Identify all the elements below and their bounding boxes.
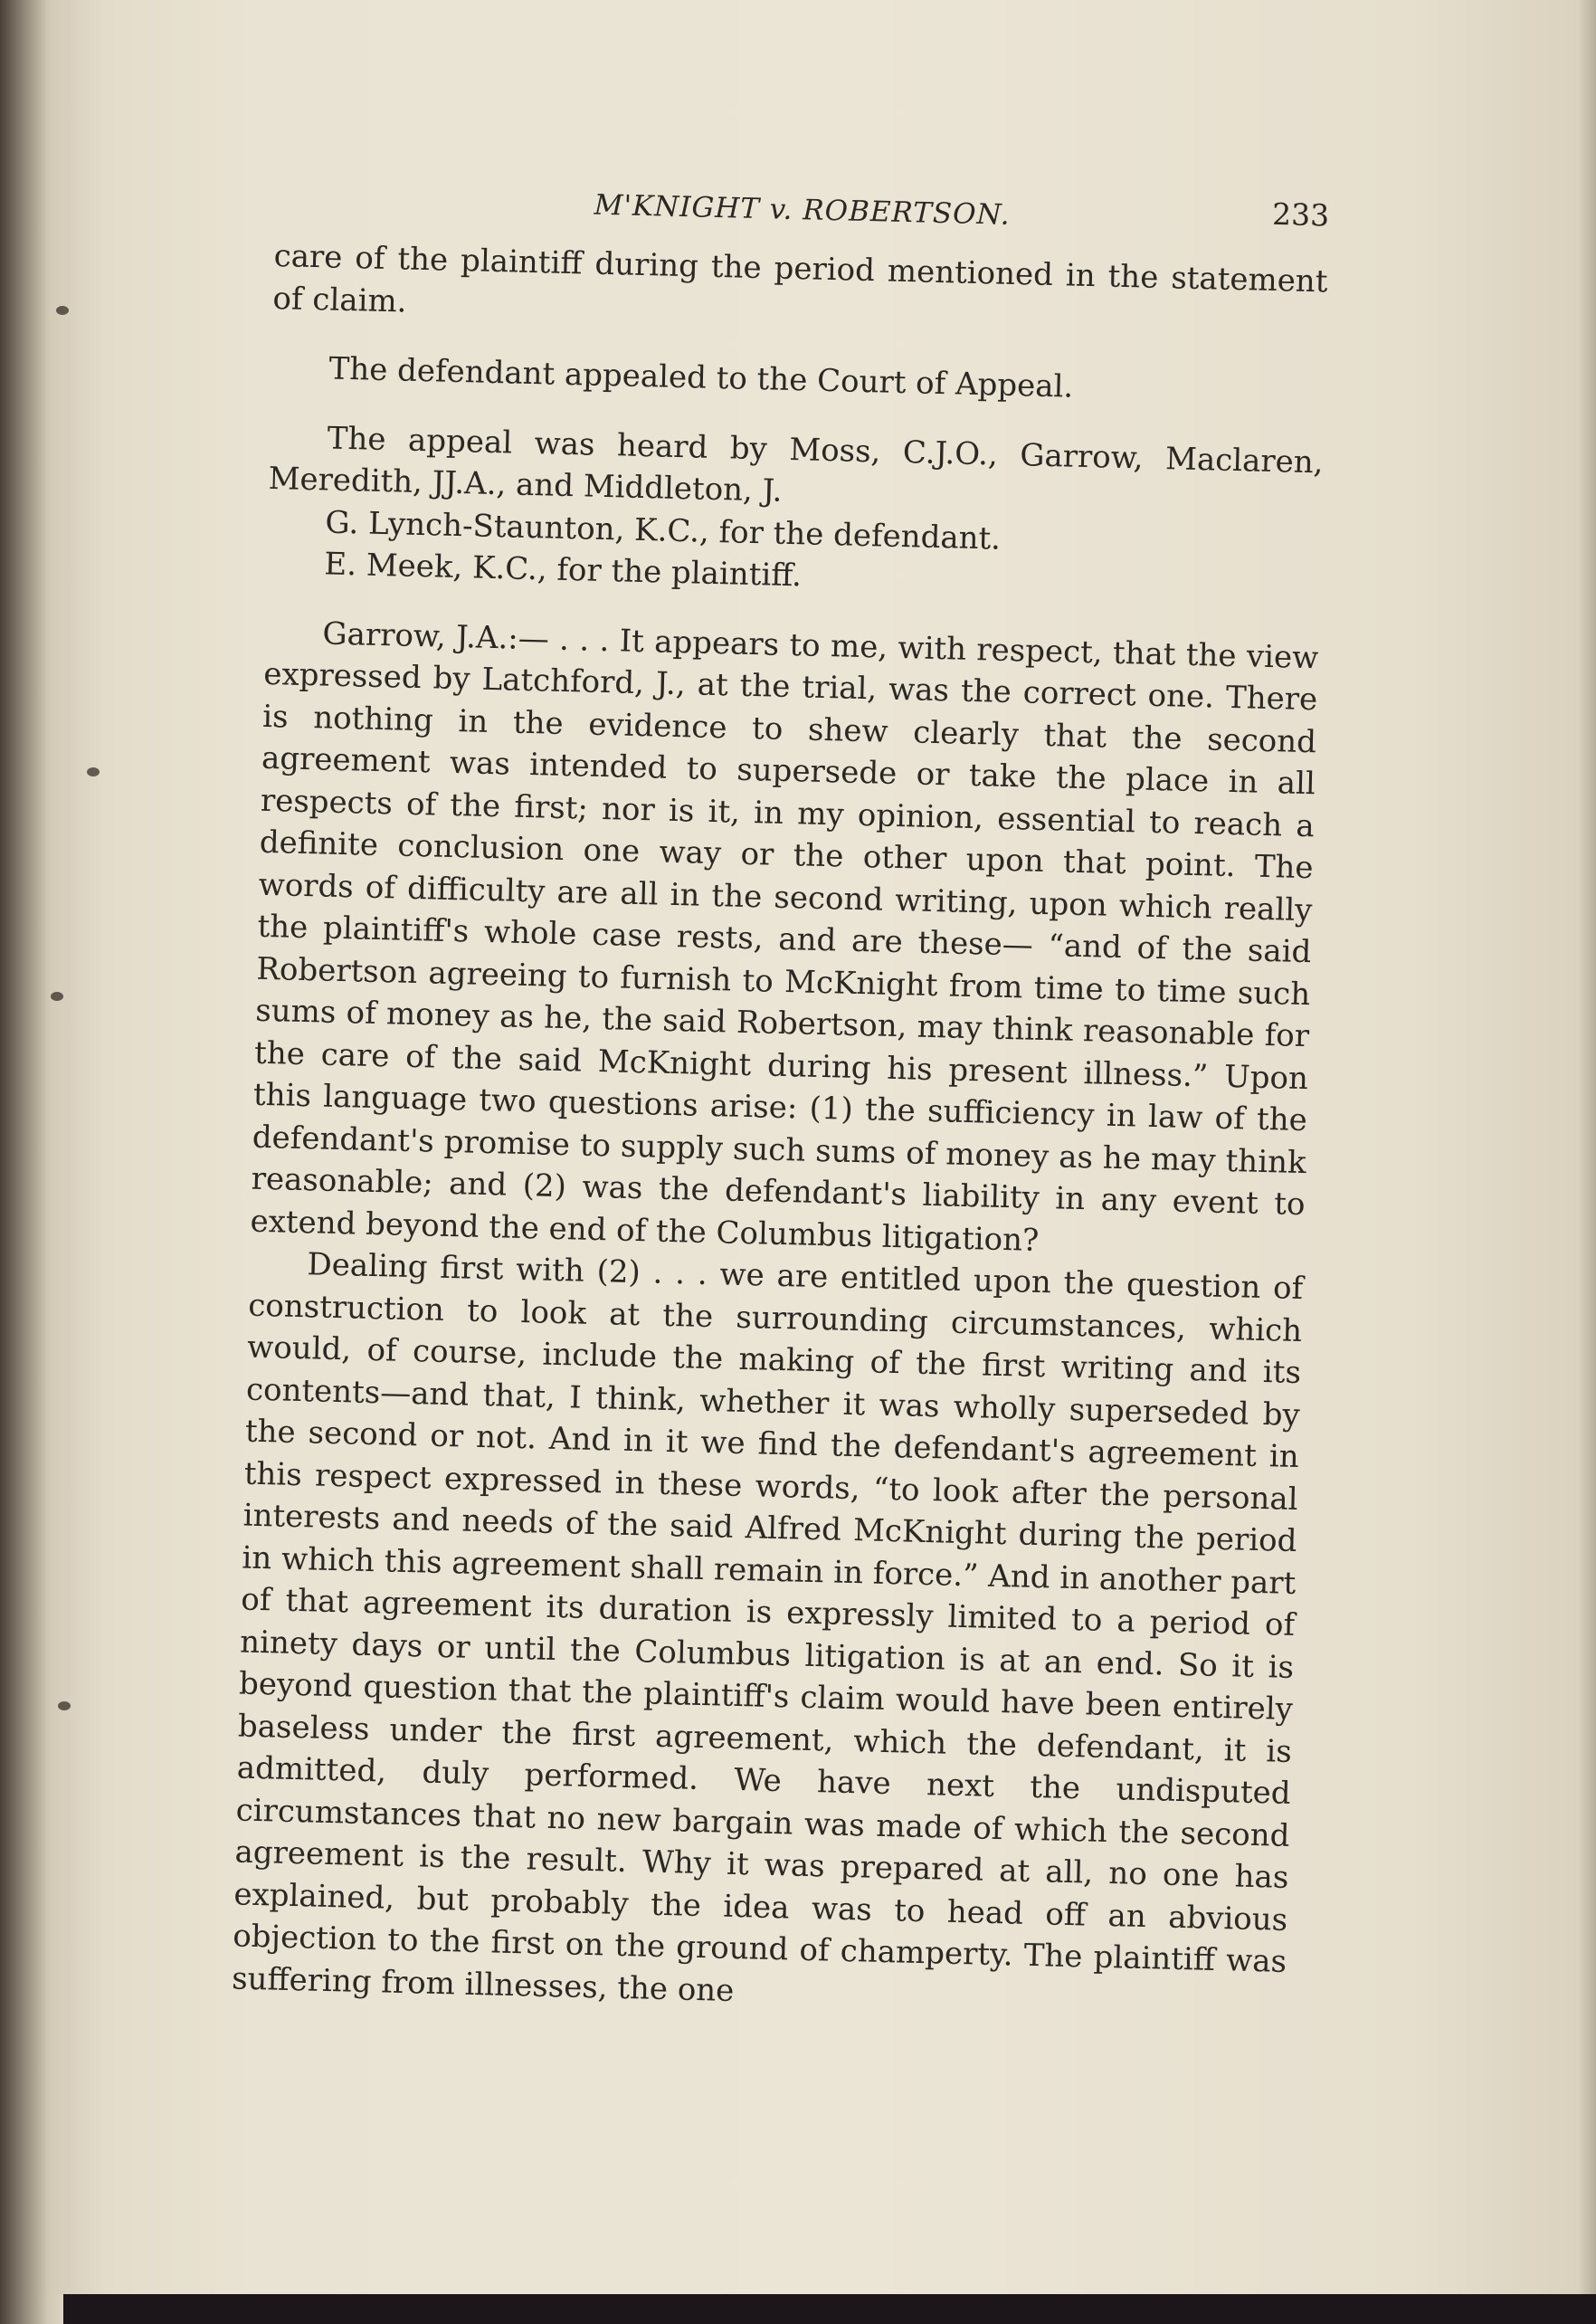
paragraph-judgment: Garrow, J.A.:— . . . It appears to me, with respect, that the view expressed by Latchford, J., at the trial, was the correct one. There is nothing in the evidence to shew clearly that the second agreement was intended to supersede or take the place in all respects of the first; nor is it, in my opinion, essential to reach a definite conclusion one way or the other upon that point. The words of difficulty are all in the second writing, upon which really the plaintiff's whole case rests, and are these— “and of the said Robertson agreeing to furnish to McKnight from time to time such sums of money as he, the said Robertson, may think reasonable for the care of the said McKnight during his present illness.” Upon this language two questions arise: (1) the sufficiency in law of the defendant's promise to supply such sums of money as he may think reasonable; and (2) was the defendant's liability in any event to extend beyond the end of the Columbus litigation? xyxy=(250,614,1319,1259)
running-head-title: M'KNIGHT v. ROBERTSON. xyxy=(594,188,1011,232)
page-number: 233 xyxy=(1271,195,1330,233)
binding-mark xyxy=(51,992,63,1001)
binding-mark xyxy=(87,767,100,776)
counsel-defendant: G. Lynch-Staunton, K.C., for the defendant. xyxy=(325,503,1002,557)
paragraph-continuation: care of the plaintiff during the period mentioned in the statement of claim. xyxy=(272,237,1328,320)
binding-mark xyxy=(58,1701,71,1710)
binding-mark xyxy=(56,306,69,315)
counsel-plaintiff: E. Meek, K.C., for the plaintiff. xyxy=(323,546,803,595)
page-text xyxy=(232,172,1330,2025)
page-edge-shadow xyxy=(1578,0,1596,2294)
paragraph-bench: The appeal was heard by Moss, C.J.O., Garrow, Maclaren, Meredith, JJ.A., and Middleton, J. xyxy=(268,419,1324,510)
paragraph-construction: Dealing first with (2) . . . we are entitled upon the question of construction to look at the surrounding circumstances, which would, of course, include the making of the first writing and its contents—and that, I think, whether it was wholly superseded by the second or not. And in it we find the defendant's agreement in this respect expressed in these words, “to look after the personal interests and needs of the said Alfred McKnight during the period in which this agreement shall remain in force.” And in another part of that agreement its duration is expressly limited to a period of ninety days or until the Columbus litigation is at an end. So it is beyond question that the plaintiff's claim would have been entirely baseless under the first agreement, which the defendant, it is admitted, duly performed. We have next the undisputed circumstances that no new bargain was made of which the second agreement is the result. Why it was prepared at all, no one has explained, but probably the idea was to head off an abvious objection to the first on the ground of champerty. The plaintiff was suffering from illnesses, the one xyxy=(231,1246,1304,2009)
paragraph-appeal: The defendant appealed to the Court of Appeal. xyxy=(328,350,1074,405)
